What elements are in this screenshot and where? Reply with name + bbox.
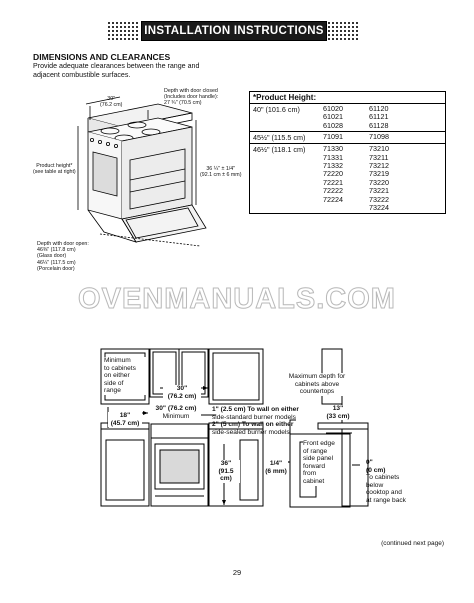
table-row: 40" (101.6 cm) 61020 61021 61028 61120 61121 61128 [250, 104, 445, 132]
front-edge-label: Front edge of range side panel forward from cabinet [303, 440, 341, 486]
width-30-label: 30" (76.2 cm) [163, 385, 201, 400]
continued-note: (continued next page) [381, 540, 444, 547]
max-depth-label: Maximum depth for cabinets above countertops [278, 373, 356, 396]
standard-burner-label: 1" (2.5 cm) To wall on either side-standard burner models [212, 406, 299, 421]
section-description: Provide adequate clearances between the range and adjacent combustible surfaces. [33, 62, 200, 79]
width-30-min-label: 30" (76.2 cm) Minimum [151, 405, 201, 420]
width-top-label: 30" (76.2 cm) [100, 96, 123, 109]
sealed-burner-label: 2" (5 cm) To wall on either side-sealed burner models [212, 421, 294, 436]
page-number: 29 [232, 568, 242, 577]
side-height-label: 36 ¼" ± 1/4" (92.1 cm ± 6 mm) [200, 166, 242, 179]
table-row: 46½" (118.1 cm) 71330 71331 71332 72220 72221 72222 72224 73210 73211 73212 73219 73220 73221 73222 73224 [253, 144, 389, 213]
table-row: 45½" (115.5 cm) 71091 71098 [250, 132, 445, 144]
section-banner: INSTALLATION INSTRUCTIONS [141, 21, 327, 41]
watermark: OVENMANUALS.COM [78, 283, 396, 315]
dim-13-label: 13" (33 cm) [324, 405, 352, 420]
table-header: *Product Height: [250, 92, 445, 104]
min-cabinets-label: Minimum to cabinets on either side of range [104, 357, 146, 395]
dim-36-label: 36" (91.5 cm) [212, 460, 240, 483]
product-height-label: Product height* (see table at right) [33, 163, 76, 176]
dim-0-label: 0" (0 cm) To cabinets below cooktop and at range back [366, 459, 406, 504]
section-title: DIMENSIONS AND CLEARANCES [33, 52, 171, 62]
dim-18-label: 18" (45.7 cm) [108, 412, 142, 427]
dim-quarter-label: 1/4" (6 mm) [265, 460, 287, 475]
depth-open-label: Depth with door open: 46⅜" (117.8 cm) (Glass door) 46¼" (117.5 cm) (Porcelain door) [37, 241, 89, 272]
depth-closed-label: Depth with door closed (Includes door handle): 27 ¾" (70.5 cm) [164, 88, 219, 107]
